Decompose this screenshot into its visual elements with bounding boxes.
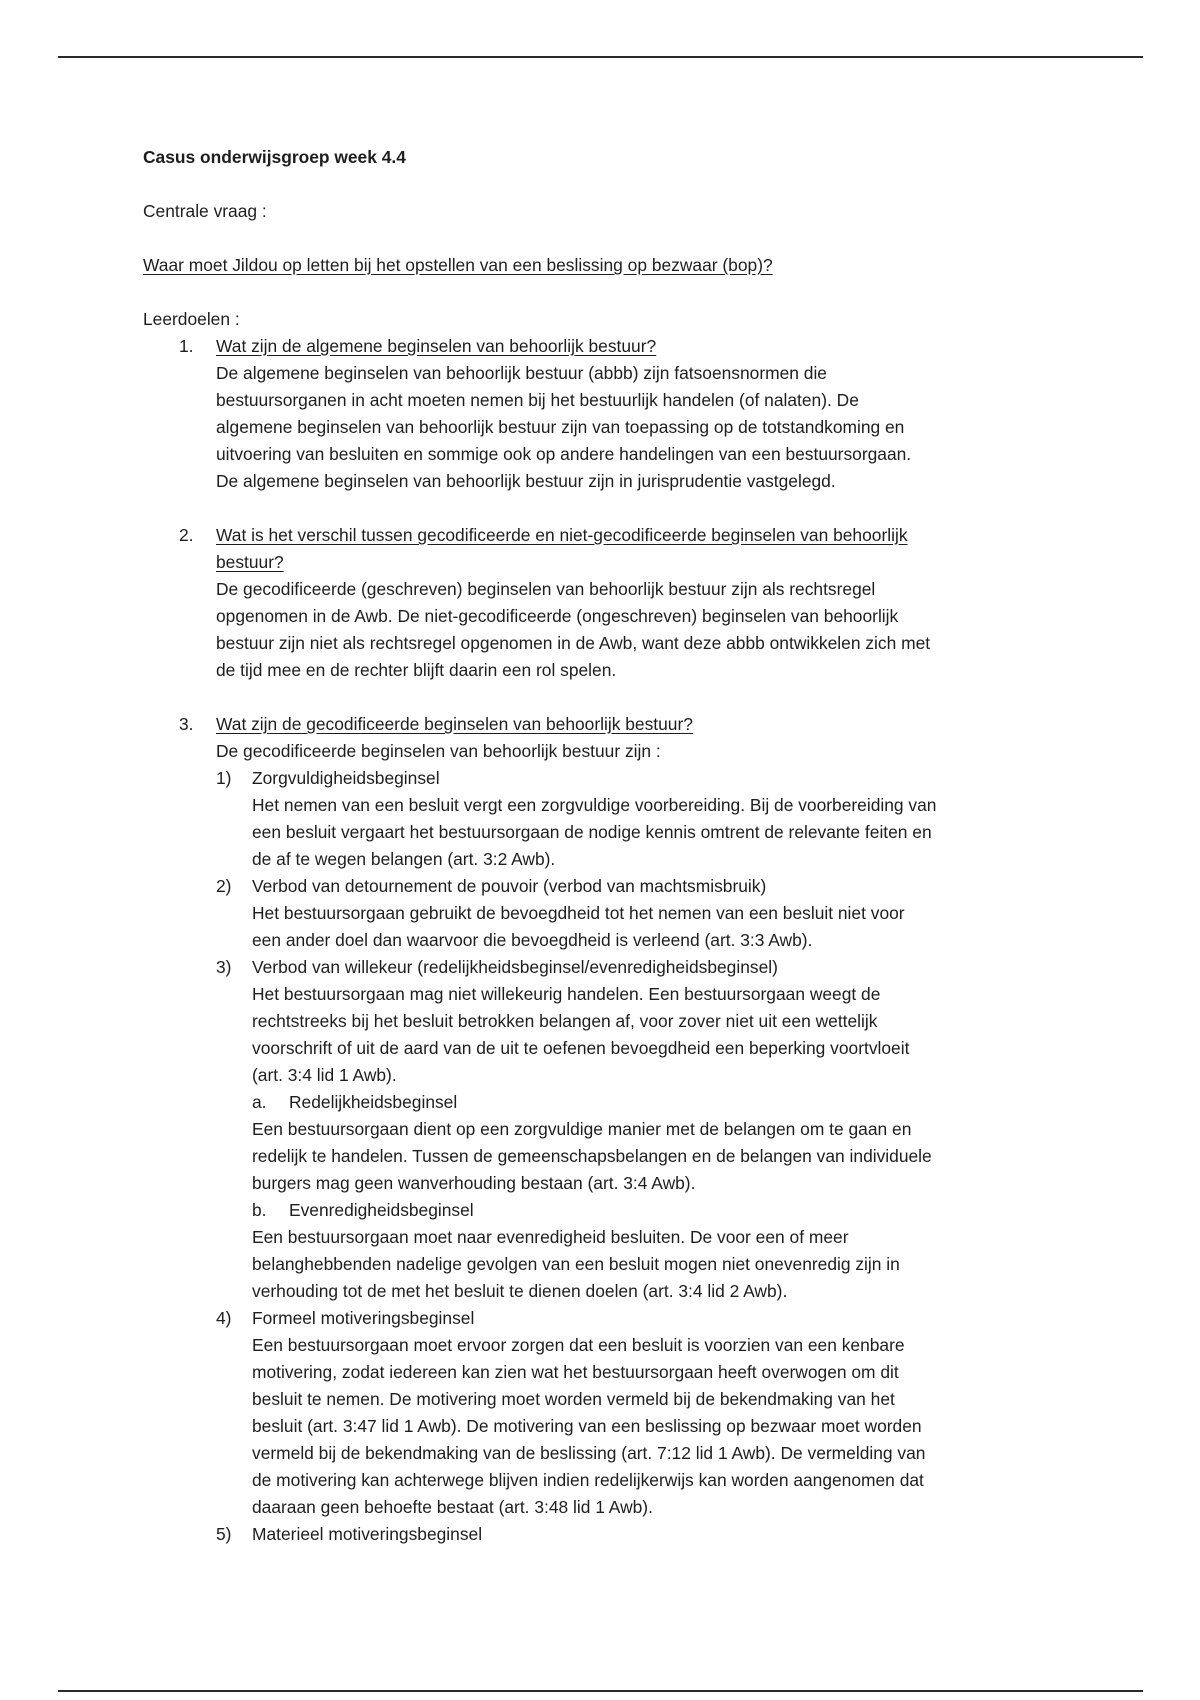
goal-item [143,333,1073,495]
principle-item [216,1305,1073,1521]
principle-item [216,1521,1073,1548]
principle-text-line: besluit (art. 3:47 lid 1 Awb). De motivering van een beslissing op bezwaar moet worden [252,1416,922,1436]
subprinciple-name: Redelijkheidsbeginsel [289,1092,458,1112]
goals-list [143,333,1073,1548]
subprinciple-text-line: burgers mag geen wanverhouding bestaan (art. 3:4 Awb). [252,1173,696,1193]
principle-name: Materieel motiveringsbeginsel [252,1524,483,1544]
goal-text-line: opgenomen in de Awb. De niet-gecodificeerde (ongeschreven) beginselen van behoorlijk [216,606,899,626]
subprinciple-letter: a. [252,1092,267,1112]
central-question-label: Centrale vraag : [143,201,267,221]
footer-rule [58,1690,1143,1692]
goal-text-line: De gecodificeerde (geschreven) beginselen van behoorlijk bestuur zijn als rechtsregel [216,579,876,599]
subprinciple-text-line: Een bestuursorgaan moet naar evenredigheid besluiten. De voor een of meer [252,1227,849,1247]
document-body [143,144,1073,1548]
goal-number: 1. [179,336,194,356]
principle-text-line: (art. 3:4 lid 1 Awb). [252,1065,397,1085]
goal-heading: Wat zijn de gecodificeerde beginselen van behoorlijk bestuur? [216,714,693,734]
principle-name: Verbod van detournement de pouvoir (verbod van machtsmisbruik) [252,876,767,896]
principle-number: 4) [216,1308,232,1328]
principle-text-line: daaraan geen behoefte bestaat (art. 3:48 lid 1 Awb). [252,1497,653,1517]
goal-number: 2. [179,525,194,545]
principle-text-line: de motivering kan achterwege blijven indien redelijkerwijs kan worden aangenomen dat [252,1470,924,1490]
goal-heading: bestuur? [216,552,284,572]
principle-item [216,954,1073,1305]
subprinciple-text-line: Een bestuursorgaan dient op een zorgvuldige manier met de belangen om te gaan en [252,1119,912,1139]
subprinciple-heading [252,1089,1073,1116]
principle-text-line: besluit te nemen. De motivering moet worden vermeld bij de bekendmaking van het [252,1389,895,1409]
principle-name: Verbod van willekeur (redelijkheidsbeginsel/evenredigheidsbeginsel) [252,957,778,977]
central-question: Waar moet Jildou op letten bij het opstellen van een beslissing op bezwaar (bop)? [143,255,773,275]
goal-text-line: bestuursorganen in acht moeten nemen bij het bestuurlijk handelen (of nalaten). De [216,390,859,410]
principle-text-line: de af te wegen belangen (art. 3:2 Awb). [252,849,556,869]
goal-text-line: bestuur zijn niet als rechtsregel opgenomen in de Awb, want deze abbb ontwikkelen zich met [216,633,931,653]
principle-text-line: Het bestuursorgaan mag niet willekeurig handelen. Een bestuursorgaan weegt de [252,984,881,1004]
principle-text-line: een besluit vergaart het bestuursorgaan de nodige kennis omtrent de relevante feiten en [252,822,932,842]
principle-name: Zorgvuldigheidsbeginsel [252,768,440,788]
goal-number: 3. [179,714,194,734]
principle-number: 5) [216,1524,232,1544]
principle-item [216,873,1073,954]
subprinciple-letter: b. [252,1200,267,1220]
goal-text-line: algemene beginselen van behoorlijk bestuur zijn van toepassing op de totstandkoming en [216,417,905,437]
subprinciple-heading [252,1197,1073,1224]
document-title: Casus onderwijsgroep week 4.4 [143,147,406,167]
goal-item [143,522,1073,684]
principle-number: 1) [216,768,232,788]
principle-name: Formeel motiveringsbeginsel [252,1308,475,1328]
goal-heading: Wat zijn de algemene beginselen van behoorlijk bestuur? [216,336,657,356]
subprinciple-name: Evenredigheidsbeginsel [289,1200,474,1220]
goal-intro: De gecodificeerde beginselen van behoorlijk bestuur zijn : [216,741,661,761]
goal-text-line: De algemene beginselen van behoorlijk bestuur zijn in jurisprudentie vastgelegd. [216,471,836,491]
subprinciple-text-line: redelijk te handelen. Tussen de gemeenschapsbelangen en de belangen van individuele [252,1146,932,1166]
goals-label: Leerdoelen : [143,309,240,329]
goal-item [143,711,1073,1548]
principle-text-line: vermeld bij de bekendmaking van de beslissing (art. 7:12 lid 1 Awb). De vermelding van [252,1443,926,1463]
principle-text-line: Het nemen van een besluit vergt een zorgvuldige voorbereiding. Bij de voorbereiding van [252,795,937,815]
principle-text-line: een ander doel dan waarvoor die bevoegdheid is verleend (art. 3:3 Awb). [252,930,813,950]
principle-text-line: voorschrift of uit de aard van de uit te oefenen bevoegdheid een beperking voortvloeit [252,1038,910,1058]
goal-heading: Wat is het verschil tussen gecodificeerde en niet-gecodificeerde beginselen van behoorlijk [216,525,908,545]
principle-text-line: Een bestuursorgaan moet ervoor zorgen dat een besluit is voorzien van een kenbare [252,1335,905,1355]
principle-text-line: rechtstreeks bij het besluit betrokken belangen af, voor zover niet uit een wettelijk [252,1011,878,1031]
principle-number: 2) [216,876,232,896]
goal-text-line: De algemene beginselen van behoorlijk bestuur (abbb) zijn fatsoensnormen die [216,363,827,383]
header-rule [58,56,1143,58]
goal-text-line: uitvoering van besluiten en sommige ook op andere handelingen van een bestuursorgaan. [216,444,912,464]
principle-text-line: motivering, zodat iedereen kan zien wat het bestuursorgaan heeft overwogen om dit [252,1362,899,1382]
subprinciple-text-line: verhouding tot de met het besluit te dienen doelen (art. 3:4 lid 2 Awb). [252,1281,788,1301]
principle-text-line: Het bestuursorgaan gebruikt de bevoegdheid tot het nemen van een besluit niet voor [252,903,905,923]
goal-text-line: de tijd mee en de rechter blijft daarin een rol spelen. [216,660,617,680]
principle-item [216,765,1073,873]
principle-number: 3) [216,957,232,977]
subprinciple-text-line: belanghebbenden nadelige gevolgen van een besluit mogen niet onevenredig zijn in [252,1254,900,1274]
